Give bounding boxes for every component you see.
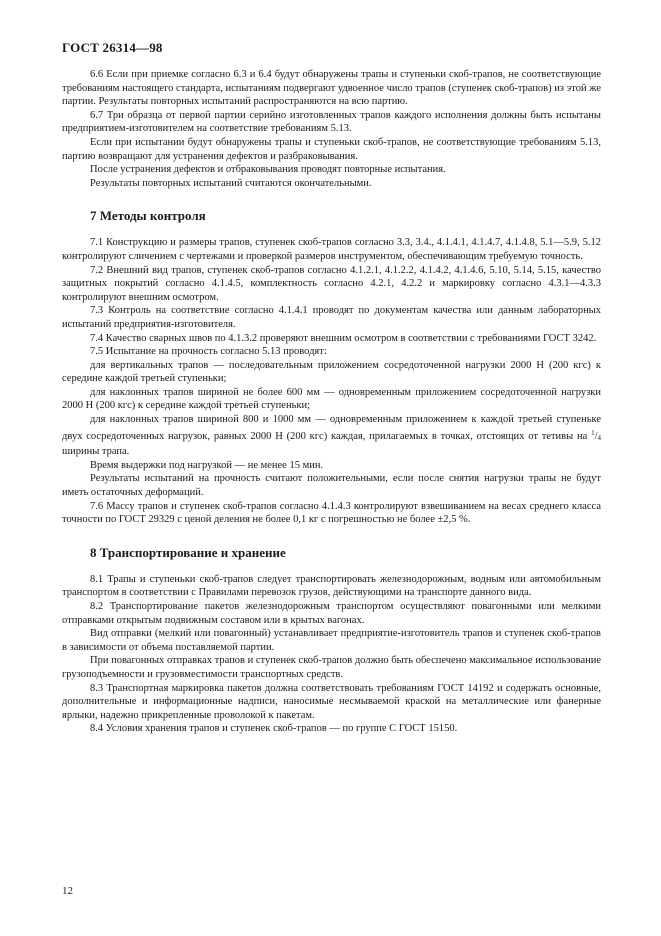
fraction-denominator: 4: [597, 433, 601, 442]
section-8-body: [62, 573, 601, 736]
paragraph-8-4: 8.4 Условия хранения трапов и ступенек скоб-трапов — по группе С ГОСТ 15150.: [90, 723, 458, 735]
paragraph-7-3: 7.3 Контроль на соответствие согласно 4.1.4.1 проводят по документам качества или данным лабораторных испытаний предприятия-изготовителя.: [62, 305, 601, 330]
section-6-continued: [62, 68, 601, 190]
section-8-heading: 8 Транспортирование и хранение: [90, 544, 286, 560]
paragraph: для вертикальных трапов — последовательным приложением сосредоточенной нагрузки 2000 Н (200 кгс) к середине каждой третьей ступеньки;: [62, 359, 601, 385]
section-7-heading: 7 Методы контроля: [90, 208, 206, 224]
paragraph-7-6: 7.6 Массу трапов и ступенек скоб-трапов согласно 4.1.4.3 контролируют взвешиванием на весах среднего класса точности по ГОСТ 29329 с ценой деления не более 0,1 кг с погрешностью не более ±2,5 %.: [62, 500, 601, 526]
paragraph-6-7: 6.7 Три образца от первой партии серийно изготовленных трапов каждого исполнения должны быть испытаны предприятием-изготовителем на соответствие требованиям 5.13.: [62, 109, 601, 135]
paragraph-8-1: 8.1 Трапы и ступеньки скоб-трапов следует транспортировать железнодорожным, водным или автомобильным транспортом в соответствии с Правилами перевозок грузов, действующими на транспорте данного вида.: [62, 573, 601, 599]
paragraph: для наклонных трапов шириной не более 600 мм — одновременным приложением сосредоточенной нагрузки 2000 Н (200 кгс) к середине каждой третьей ступеньки;: [62, 386, 601, 412]
fraction-text-after: ширины трапа.: [62, 446, 130, 458]
paragraph: Время выдержки под нагрузкой — не менее 15 мин.: [90, 459, 324, 471]
paragraph-7-2: 7.2 Внешний вид трапов, ступенек скоб-трапов согласно 4.1.2.1, 4.1.2.2, 4.1.4.2, 4.1.4.6, 5.10, 5.14, 5.15, качество защитных покрытий согласно 4.1.4.5, комплектность согласно 4.2.1, 4.2.2 и маркировку согласно 4.3.1—4.3.3 контролируют внешним осмотром.: [62, 264, 601, 303]
paragraph: Результаты испытаний на прочность считают положительными, если после снятия нагрузки трапы не будут иметь остаточных деформаций.: [62, 473, 601, 499]
paragraph-7-1: 7.1 Конструкцию и размеры трапов, ступенек скоб-трапов согласно 3.3, 3.4., 4.1.4.1, 4.1.4.7, 4.1.4.8, 5.1—5.9, 5.12 контролируют сличением с чертежами и проверкой размеров инструментом, обеспечивающим требуемую точность.: [62, 237, 601, 262]
paragraph-7-4: 7.4 Качество сварных швов по 4.1.3.2 проверяют внешним осмотром в соответствии с требованиями ГОСТ 3242.: [90, 332, 597, 344]
paragraph-8-3: 8.3 Транспортная маркировка пакетов должна соответствовать требованиям ГОСТ 14192 и содержать основные, дополнительные и информационные надписи, наносимые несмываемой краской на металлические или фанерные ярлыки, надежно прикрепленные проволокой к пакетам.: [62, 682, 601, 721]
document-page: [62, 40, 601, 736]
paragraph-fraction: [62, 413, 601, 459]
paragraph: Вид отправки (мелкий или повагонный) устанавливает предприятие-изготовитель трапов и ступенек скоб-трапов в зависимости от объема поставляемой партии.: [62, 628, 601, 653]
fraction-numerator: 1: [591, 428, 595, 437]
paragraph: Если при испытании будут обнаружены трапы и ступеньки скоб-трапов, не соответствующие требованиям 5.13, партию возвращают для устранения дефектов и разбраковывания.: [62, 136, 601, 162]
fraction-slash: /: [594, 430, 598, 442]
paragraph-8-2: 8.2 Транспортирование пакетов железнодорожным транспортом осуществляют повагонными или мелкими отправками открытым подвижным составом или в крытых вагонах.: [62, 601, 601, 626]
paragraph: После устранения дефектов и отбраковывания проводят повторные испытания.: [90, 164, 446, 176]
paragraph: Результаты повторных испытаний считаются окончательными.: [90, 177, 372, 189]
paragraph-6-6: 6.6 Если при приемке согласно 6.3 и 6.4 будут обнаружены трапы и ступеньки скоб-трапов, не соответствующие требованиям настоящего стандарта, испытаниям подвергают удвоенное число трапов (ступенек скоб-трапов) из этой же партии. Результаты повторных испытаний распространяются на всю партию.: [62, 69, 601, 108]
page-number: 12: [62, 885, 73, 897]
section-7-body: [62, 236, 601, 526]
paragraph: При повагонных отправках трапов и ступенек скоб-трапов должно быть обеспечено максимальное использование грузоподъемности и грузовместимости транспортных средств.: [62, 655, 601, 680]
fraction-text-before: для наклонных трапов шириной 800 и 1000 мм — одновременным приложением к каждой третьей ступеньке двух сосредоточенных нагрузок, равных 2000 Н (200 кгс) каждая, прилагаемых в точках, отстоящих от тетивы на: [62, 414, 601, 442]
document-header: ГОСТ 26314—98: [62, 40, 163, 55]
paragraph-7-5: 7.5 Испытание на прочность согласно 5.13 проводят:: [90, 346, 327, 358]
